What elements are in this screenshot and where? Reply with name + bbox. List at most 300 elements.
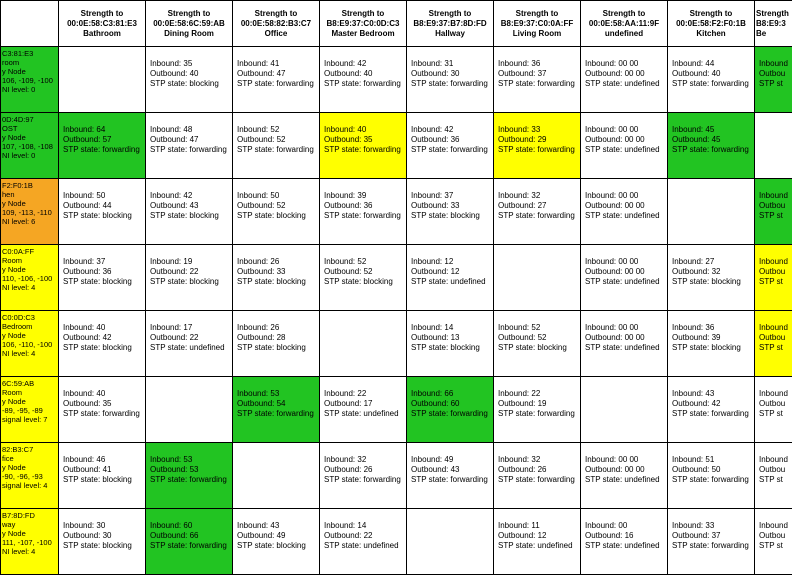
outbound-value: Outbound: 52	[237, 135, 317, 145]
stp-state: STP state: forwarding	[150, 475, 230, 485]
header-room: Dining Room	[147, 29, 231, 39]
stp-state: STP state: blocking	[672, 343, 752, 353]
inbound-value: Inbound: 00 00	[585, 59, 665, 69]
row-header-line: Room	[2, 256, 57, 265]
stp-state: STP state: forwarding	[324, 475, 404, 485]
signal-cell	[494, 509, 581, 575]
stp-state: STP state: undefined	[585, 541, 665, 551]
row-header-line: way	[2, 520, 57, 529]
inbound-value: Inbound	[759, 257, 792, 267]
inbound-value: Inbound: 50	[63, 191, 143, 201]
header-mac: B8:E9:37:B7:8D:FD	[408, 19, 492, 29]
stp-state: STP st	[759, 343, 792, 353]
stp-state: STP state: blocking	[237, 541, 317, 551]
stp-state: STP state: blocking	[237, 277, 317, 287]
outbound-value: Outbound: 47	[237, 69, 317, 79]
signal-cell	[494, 443, 581, 509]
inbound-value: Inbound	[759, 521, 792, 531]
stp-state: STP state: blocking	[237, 343, 317, 353]
stp-state: STP state: forwarding	[411, 475, 491, 485]
stp-state: STP state: undefined	[585, 79, 665, 89]
column-header-office	[233, 1, 320, 47]
inbound-value: Inbound: 42	[411, 125, 491, 135]
row-header-line: y Node	[2, 397, 57, 406]
stp-state: STP state: undefined	[150, 343, 230, 353]
signal-cell	[494, 179, 581, 245]
stp-state: STP state: forwarding	[672, 541, 752, 551]
outbound-value: Outbound: 29	[498, 135, 578, 145]
outbound-value: Outbound: 36	[63, 267, 143, 277]
stp-state: STP state: blocking	[237, 211, 317, 221]
stp-state: STP state: undefined	[585, 277, 665, 287]
inbound-value: Inbound	[759, 389, 792, 399]
signal-cell	[146, 245, 233, 311]
stp-state: STP st	[759, 541, 792, 551]
inbound-value: Inbound: 52	[237, 125, 317, 135]
stp-state: STP state: forwarding	[672, 475, 752, 485]
outbound-value: Outbound: 35	[324, 135, 404, 145]
row-header-line: C3:81:E3	[2, 49, 57, 58]
header-line: Strength to	[582, 9, 666, 19]
column-header-living-room	[494, 1, 581, 47]
stp-state: STP state: forwarding	[498, 409, 578, 419]
signal-cell	[494, 47, 581, 113]
column-header-undefined	[581, 1, 668, 47]
row-header-line: Bedroom	[2, 322, 57, 331]
row-header-line: NI level: 6	[2, 217, 57, 226]
inbound-value: Inbound: 12	[411, 257, 491, 267]
inbound-value: Inbound	[759, 59, 792, 69]
inbound-value: Inbound: 33	[498, 125, 578, 135]
inbound-value: Inbound: 22	[498, 389, 578, 399]
outbound-value: Outbound: 32	[672, 267, 752, 277]
outbound-value: Outbound: 22	[150, 333, 230, 343]
inbound-value: Inbound: 00 00	[585, 257, 665, 267]
inbound-value: Inbound: 37	[411, 191, 491, 201]
outbound-value: Outbound: 50	[672, 465, 752, 475]
column-header-kitchen	[668, 1, 755, 47]
signal-cell	[668, 377, 755, 443]
outbound-value: Outbound: 30	[63, 531, 143, 541]
signal-cell	[668, 113, 755, 179]
outbound-value: Outbound: 39	[672, 333, 752, 343]
outbound-value: Outbou	[759, 531, 792, 541]
stp-state: STP state: blocking	[63, 277, 143, 287]
row-header-line: y Node	[2, 331, 57, 340]
signal-cell	[320, 311, 407, 377]
row-header-line: y Node	[2, 133, 57, 142]
row-header	[1, 509, 59, 575]
signal-cell	[146, 443, 233, 509]
header-line: Strength	[756, 9, 792, 19]
stp-state: STP state: blocking	[411, 211, 491, 221]
inbound-value: Inbound	[759, 455, 792, 465]
table-body	[1, 47, 792, 575]
header-room: Office	[234, 29, 318, 39]
row-header-line: signal level: 7	[2, 415, 57, 424]
signal-cell	[407, 311, 494, 377]
signal-cell	[407, 509, 494, 575]
table-row	[1, 377, 792, 443]
outbound-value: Outbound: 43	[411, 465, 491, 475]
stp-state: STP state: forwarding	[672, 79, 752, 89]
outbound-value: Outbound: 37	[498, 69, 578, 79]
outbound-value: Outbound: 00 00	[585, 267, 665, 277]
row-header-line: hen	[2, 190, 57, 199]
outbound-value: Outbound: 52	[324, 267, 404, 277]
inbound-value: Inbound: 53	[150, 455, 230, 465]
outbound-value: Outbound: 49	[237, 531, 317, 541]
header-row	[1, 1, 792, 47]
signal-cell	[755, 311, 792, 377]
stp-state: STP state: forwarding	[324, 145, 404, 155]
row-header-line: y Node	[2, 463, 57, 472]
header-room: Hallway	[408, 29, 492, 39]
outbound-value: Outbound: 26	[324, 465, 404, 475]
stp-state: STP state: forwarding	[63, 145, 143, 155]
inbound-value: Inbound: 43	[672, 389, 752, 399]
outbound-value: Outbound: 12	[411, 267, 491, 277]
stp-state: STP state: forwarding	[237, 409, 317, 419]
outbound-value: Outbound: 44	[63, 201, 143, 211]
inbound-value: Inbound: 30	[63, 521, 143, 531]
stp-state: STP state: forwarding	[63, 409, 143, 419]
outbound-value: Outbound: 16	[585, 531, 665, 541]
inbound-value: Inbound: 48	[150, 125, 230, 135]
inbound-value: Inbound: 40	[63, 323, 143, 333]
signal-cell	[668, 47, 755, 113]
header-line: Strength to	[408, 9, 492, 19]
header-line: Strength to	[669, 9, 753, 19]
column-header-hallway	[407, 1, 494, 47]
stp-state: STP state: forwarding	[324, 79, 404, 89]
signal-cell	[581, 245, 668, 311]
inbound-value: Inbound	[759, 191, 792, 201]
inbound-value: Inbound: 45	[672, 125, 752, 135]
outbound-value: Outbound: 00 00	[585, 465, 665, 475]
stp-state: STP state: blocking	[498, 343, 578, 353]
header-line: Strength to	[321, 9, 405, 19]
signal-cell	[407, 443, 494, 509]
signal-cell	[407, 179, 494, 245]
signal-cell	[668, 245, 755, 311]
header-mac: 00:0E:58:82:B3:C7	[234, 19, 318, 29]
stp-state: STP state: forwarding	[237, 145, 317, 155]
row-header-line: y Node	[2, 529, 57, 538]
column-header-bedroom-partial	[755, 1, 792, 47]
table-row	[1, 443, 792, 509]
inbound-value: Inbound: 32	[324, 455, 404, 465]
signal-cell	[668, 443, 755, 509]
header-room: Living Room	[495, 29, 579, 39]
signal-cell	[59, 443, 146, 509]
signal-cell	[407, 113, 494, 179]
signal-cell	[407, 377, 494, 443]
outbound-value: Outbou	[759, 465, 792, 475]
stp-state: STP state: forwarding	[324, 211, 404, 221]
outbound-value: Outbound: 13	[411, 333, 491, 343]
header-line: Strength to	[495, 9, 579, 19]
header-mac: 00:0E:58:6C:59:AB	[147, 19, 231, 29]
outbound-value: Outbound: 33	[237, 267, 317, 277]
stp-state: STP state: forwarding	[411, 145, 491, 155]
inbound-value: Inbound: 43	[237, 521, 317, 531]
row-header	[1, 179, 59, 245]
inbound-value: Inbound: 19	[150, 257, 230, 267]
inbound-value: Inbound: 00 00	[585, 125, 665, 135]
outbound-value: Outbound: 52	[237, 201, 317, 211]
signal-cell	[320, 509, 407, 575]
stp-state: STP state: forwarding	[672, 145, 752, 155]
row-header-line: C0:0D:C3	[2, 313, 57, 322]
stp-state: STP state: undefined	[324, 541, 404, 551]
outbound-value: Outbound: 53	[150, 465, 230, 475]
outbound-value: Outbound: 33	[411, 201, 491, 211]
table-row	[1, 47, 792, 113]
signal-cell	[755, 443, 792, 509]
signal-cell	[59, 509, 146, 575]
row-header-line: F2:F0:1B	[2, 181, 57, 190]
header-line: Strength to	[234, 9, 318, 19]
inbound-value: Inbound: 60	[150, 521, 230, 531]
outbound-value: Outbound: 40	[672, 69, 752, 79]
signal-cell	[233, 377, 320, 443]
signal-cell	[581, 179, 668, 245]
corner-cell	[1, 1, 59, 47]
stp-state: STP state: forwarding	[498, 211, 578, 221]
row-header-line: NI level: 4	[2, 349, 57, 358]
row-header-line: 82:B3:C7	[2, 445, 57, 454]
row-header-line: NI level: 0	[2, 85, 57, 94]
signal-cell	[494, 311, 581, 377]
column-header-dining-room	[146, 1, 233, 47]
stp-state: STP state: undefined	[324, 409, 404, 419]
signal-cell	[59, 377, 146, 443]
inbound-value: Inbound: 26	[237, 323, 317, 333]
signal-cell	[233, 113, 320, 179]
row-header-line: 110, -106, -100	[2, 274, 57, 283]
stp-state: STP state: blocking	[150, 79, 230, 89]
inbound-value: Inbound: 26	[237, 257, 317, 267]
inbound-value: Inbound: 00	[585, 521, 665, 531]
stp-state: STP state: blocking	[150, 277, 230, 287]
outbound-value: Outbound: 57	[63, 135, 143, 145]
stp-state: STP state: forwarding	[150, 145, 230, 155]
row-header-line: 109, -113, -110	[2, 208, 57, 217]
header-mac: 00:0E:58:C3:81:E3	[60, 19, 144, 29]
outbound-value: Outbound: 26	[498, 465, 578, 475]
signal-cell	[581, 509, 668, 575]
column-header-master-bedroom	[320, 1, 407, 47]
table-row	[1, 245, 792, 311]
outbound-value: Outbound: 43	[150, 201, 230, 211]
stp-state: STP state: blocking	[63, 211, 143, 221]
inbound-value: Inbound: 49	[411, 455, 491, 465]
header-line: Strength to	[60, 9, 144, 19]
outbound-value: Outbound: 60	[411, 399, 491, 409]
outbound-value: Outbound: 54	[237, 399, 317, 409]
signal-cell	[668, 179, 755, 245]
outbound-value: Outbou	[759, 201, 792, 211]
inbound-value: Inbound: 51	[672, 455, 752, 465]
signal-cell	[233, 509, 320, 575]
inbound-value: Inbound: 22	[324, 389, 404, 399]
inbound-value: Inbound	[759, 323, 792, 333]
outbound-value: Outbound: 35	[63, 399, 143, 409]
signal-cell	[59, 47, 146, 113]
signal-cell	[320, 443, 407, 509]
outbound-value: Outbound: 37	[672, 531, 752, 541]
row-header-line: B7:8D:FD	[2, 511, 57, 520]
header-mac: 00:0E:58:AA:11:9F	[582, 19, 666, 29]
outbound-value: Outbound: 17	[324, 399, 404, 409]
stp-state: STP st	[759, 79, 792, 89]
row-header-line: y Node	[2, 67, 57, 76]
row-header-line: -89, -95, -89	[2, 406, 57, 415]
stp-state: STP st	[759, 409, 792, 419]
signal-cell	[755, 245, 792, 311]
outbound-value: Outbound: 40	[324, 69, 404, 79]
inbound-value: Inbound: 66	[411, 389, 491, 399]
signal-cell	[581, 47, 668, 113]
signal-cell	[320, 179, 407, 245]
signal-cell	[320, 377, 407, 443]
outbound-value: Outbound: 42	[63, 333, 143, 343]
table-row	[1, 179, 792, 245]
stp-state: STP state: forwarding	[498, 79, 578, 89]
signal-cell	[407, 245, 494, 311]
row-header	[1, 311, 59, 377]
signal-cell	[233, 311, 320, 377]
stp-state: STP state: blocking	[63, 343, 143, 353]
inbound-value: Inbound: 33	[672, 521, 752, 531]
signal-cell	[494, 113, 581, 179]
signal-cell	[59, 245, 146, 311]
signal-cell	[755, 377, 792, 443]
stp-state: STP state: forwarding	[411, 409, 491, 419]
inbound-value: Inbound: 31	[411, 59, 491, 69]
stp-state: STP state: undefined	[585, 145, 665, 155]
signal-cell	[755, 47, 792, 113]
row-header	[1, 377, 59, 443]
row-header-line: 111, -107, -100	[2, 538, 57, 547]
inbound-value: Inbound: 39	[324, 191, 404, 201]
stp-state: STP state: undefined	[585, 343, 665, 353]
row-header-line: y Node	[2, 199, 57, 208]
outbound-value: Outbound: 47	[150, 135, 230, 145]
inbound-value: Inbound: 00 00	[585, 323, 665, 333]
row-header	[1, 443, 59, 509]
signal-cell	[494, 377, 581, 443]
header-room: undefined	[582, 29, 666, 39]
outbound-value: Outbound: 36	[324, 201, 404, 211]
stp-state: STP st	[759, 211, 792, 221]
signal-cell	[59, 113, 146, 179]
inbound-value: Inbound: 36	[672, 323, 752, 333]
stp-state: STP st	[759, 277, 792, 287]
signal-cell	[146, 179, 233, 245]
row-header-line: OST	[2, 124, 57, 133]
signal-cell	[320, 245, 407, 311]
header-room: Master Bedroom	[321, 29, 405, 39]
row-header-line: 106, -109, -100	[2, 76, 57, 85]
row-header-line: NI level: 4	[2, 547, 57, 556]
inbound-value: Inbound: 35	[150, 59, 230, 69]
header-mac: B8:E9:37:C0:0A:FF	[495, 19, 579, 29]
inbound-value: Inbound: 42	[150, 191, 230, 201]
outbound-value: Outbound: 30	[411, 69, 491, 79]
stp-state: STP state: blocking	[63, 541, 143, 551]
signal-cell	[59, 179, 146, 245]
header-room: Be	[756, 29, 792, 39]
signal-cell	[581, 377, 668, 443]
outbound-value: Outbound: 19	[498, 399, 578, 409]
table-row	[1, 509, 792, 575]
stp-state: STP state: forwarding	[150, 541, 230, 551]
row-header-line: -90, -96, -93	[2, 472, 57, 481]
row-header-line: NI level: 4	[2, 283, 57, 292]
stp-state: STP state: undefined	[411, 277, 491, 287]
row-header-line: fice	[2, 454, 57, 463]
row-header	[1, 113, 59, 179]
inbound-value: Inbound: 17	[150, 323, 230, 333]
outbound-value: Outbound: 52	[498, 333, 578, 343]
stp-state: STP state: blocking	[150, 211, 230, 221]
header-mac: 00:0E:58:F2:F0:1B	[669, 19, 753, 29]
stp-state: STP state: undefined	[585, 211, 665, 221]
stp-state: STP state: undefined	[498, 541, 578, 551]
outbound-value: Outbound: 66	[150, 531, 230, 541]
header-room: Bathroom	[60, 29, 144, 39]
row-header-line: 107, -108, -108	[2, 142, 57, 151]
signal-cell	[407, 47, 494, 113]
outbound-value: Outbound: 12	[498, 531, 578, 541]
outbound-value: Outbound: 22	[150, 267, 230, 277]
header-line: Strength to	[147, 9, 231, 19]
header-mac: B8:E9:37:C0:0D:C3	[321, 19, 405, 29]
signal-cell	[146, 509, 233, 575]
inbound-value: Inbound: 14	[324, 521, 404, 531]
inbound-value: Inbound: 37	[63, 257, 143, 267]
signal-cell	[233, 443, 320, 509]
inbound-value: Inbound: 36	[498, 59, 578, 69]
inbound-value: Inbound: 00 00	[585, 455, 665, 465]
outbound-value: Outbound: 00 00	[585, 135, 665, 145]
outbound-value: Outbou	[759, 69, 792, 79]
inbound-value: Inbound: 41	[237, 59, 317, 69]
signal-cell	[146, 377, 233, 443]
stp-state: STP state: forwarding	[672, 409, 752, 419]
row-header-line: signal level: 4	[2, 481, 57, 490]
column-header-bathroom	[59, 1, 146, 47]
signal-cell	[755, 179, 792, 245]
outbound-value: Outbound: 42	[672, 399, 752, 409]
outbound-value: Outbou	[759, 399, 792, 409]
inbound-value: Inbound: 44	[672, 59, 752, 69]
row-header-line: 106, -110, -100	[2, 340, 57, 349]
outbound-value: Outbound: 00 00	[585, 333, 665, 343]
inbound-value: Inbound: 50	[237, 191, 317, 201]
header-room: Kitchen	[669, 29, 753, 39]
stp-state: STP state: forwarding	[498, 475, 578, 485]
outbound-value: Outbound: 22	[324, 531, 404, 541]
stp-state: STP state: blocking	[63, 475, 143, 485]
stp-state: STP state: forwarding	[411, 79, 491, 89]
inbound-value: Inbound: 00 00	[585, 191, 665, 201]
signal-cell	[668, 311, 755, 377]
outbound-value: Outbound: 28	[237, 333, 317, 343]
inbound-value: Inbound: 40	[63, 389, 143, 399]
